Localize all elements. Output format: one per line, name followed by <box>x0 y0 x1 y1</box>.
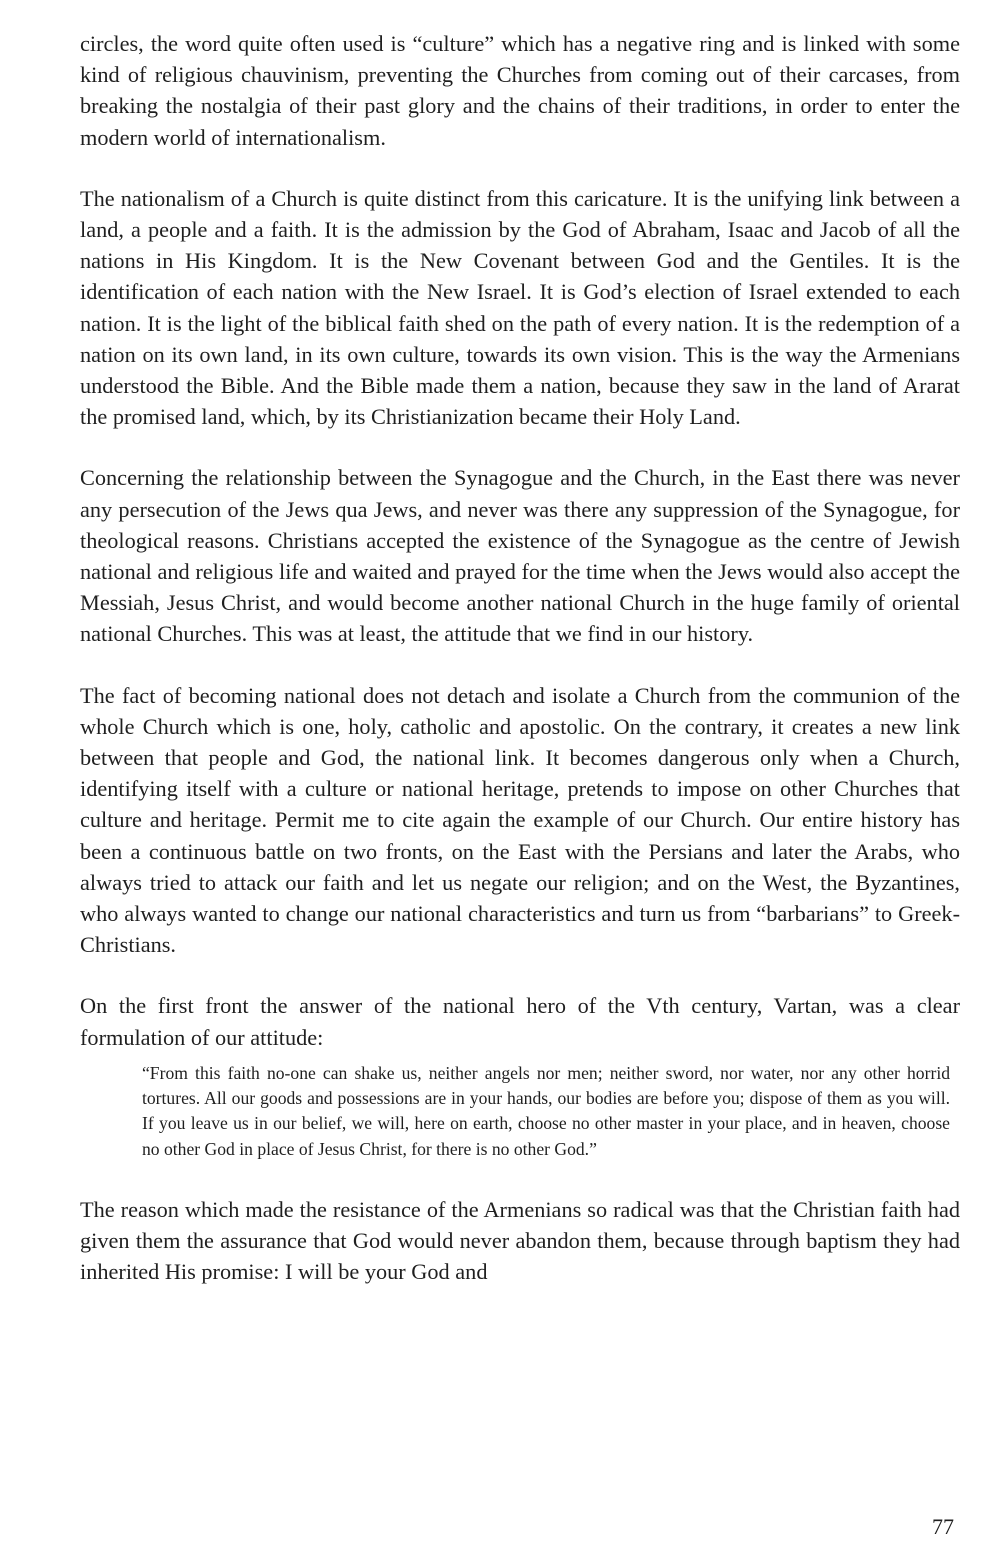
page-number: 77 <box>932 1514 954 1539</box>
paragraph-synagogue-and-church: Concerning the relationship between the Synagogue and the Church, in the East there was never any persecution of the Jews qua Jews, and never was there any suppression of the Synagogue, for theological reasons. Christians accepted the existence of the Synagogue as the centre of Jewish national and religious life and waited and prayed for the time when the Jews would also accept the Messiah, Jesus Christ, and would become another national Church in the huge family of oriental national Churches. This was at least, the attitude that we find in our history. <box>80 465 960 647</box>
paragraph-resistance: The reason which made the resistance of the Armenians so radical was that the Christian faith had given them the assurance that God would never abandon them, because through baptism they had inherited His promise: I will be your God and <box>80 1196 960 1285</box>
paragraph-becoming-national: The fact of becoming national does not detach and isolate a Church from the communion of the whole Church which is one, holy, catholic and apostolic. On the contrary, it creates a new link between that people and God, the national link. It becomes dangerous only when a Church, identifying itself with a culture or national heritage, pretends to impose on other Churches that culture and heritage. Permit me to cite again the example of our Church. Our entire history has been a continuous battle on two fronts, on the East with the Persians and later the Arabs, who always tried to attack our faith and let us negate our religion; and on the West, the Byzantines, who always wanted to change our national characteristics and turn us from “barbarians” to Greek-Christians. <box>80 682 960 958</box>
paragraph-nationalism-of-church: The nationalism of a Church is quite distinct from this caricature. It is the unifying link between a land, a people and a faith. It is the admission by the God of Abraham, Isaac and Jacob of all the nations in His Kingdom. It is the New Covenant between God and the Gentiles. It is the identification of each nation with the New Israel. It is God’s election of Israel extended to each nation. It is the light of the biblical faith shed on the path of every nation. It is the redemption of a nation on its own land, in its own culture, towards its own vision. This is the way the Armenians understood the Bible. And the Bible made them a nation, because they saw in the land of Ararat the promised land, which, by its Christianization became their Holy Land. <box>80 185 960 430</box>
page-body <box>80 28 960 1317</box>
paragraph-culture-caricature: circles, the word quite often used is “culture” which has a negative ring and is linked with some kind of religious chauvinism, preventing the Churches from coming out of their carcases, from breaking the nostalgia of their past glory and the chains of their traditions, in order to enter the modern world of internationalism. <box>80 31 960 150</box>
paragraph-first-front: On the first front the answer of the national hero of the Vth century, Vartan, was a clear formulation of our attitude: <box>80 993 960 1050</box>
vartan-quote: “From this faith no-one can shake us, neither angels nor men; neither sword, nor water, nor any other horrid tortures. All our goods and possessions are in your hands, our bodies are before you; dispose of them as you will. If you leave us in our belief, we will, here on earth, choose no other master in your place, and in heaven, choose no other God in place of Jesus Christ, for there is no other God.” <box>142 1062 950 1159</box>
